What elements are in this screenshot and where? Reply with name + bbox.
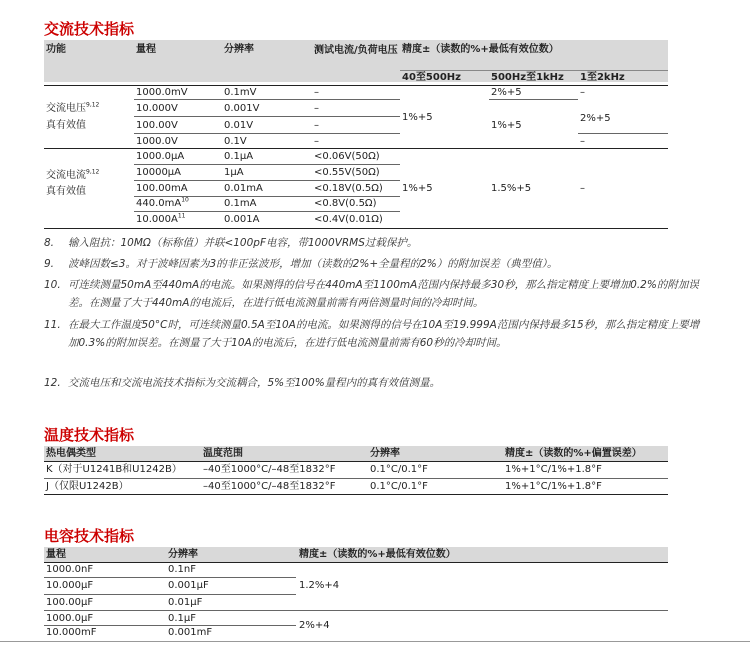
- table-cell-resolution: 0.001V: [224, 103, 260, 114]
- footnote: 8. 输入阻抗：10MΩ（标称值）并联<100pF电容，带1000VRMS过载保护。: [44, 237, 418, 249]
- ac-rule: [44, 148, 668, 149]
- ac-current-label-2: 真有效值: [46, 186, 86, 197]
- footnote: 12. 交流电压和交流电流技术指标为交流耦合，5%至100%量程内的真有效值测量。: [44, 377, 441, 389]
- ac-header-divider: [400, 70, 668, 71]
- ac-table-bottom-rule: [44, 228, 668, 229]
- table-cell-resolution: 0.01μF: [168, 597, 203, 608]
- ac-section-title: 交流技术指标: [44, 20, 135, 38]
- table-cell-test: <0.55V(50Ω): [314, 167, 380, 178]
- table-cell-accuracy: 1%+5: [402, 112, 433, 123]
- table-cell-range: 1000.0mV: [136, 87, 188, 98]
- table-cell-resolution: 0.001mF: [168, 627, 213, 638]
- table-cell-range: –40至1000°C/–48至1832°F: [203, 464, 336, 475]
- col-header-function: 功能: [46, 44, 66, 55]
- temp-table-bottom-rule: [44, 494, 668, 495]
- col-header-freq-3: 1至2kHz: [580, 72, 625, 83]
- ac-voltage-label-2: 真有效值: [46, 120, 86, 131]
- page-bottom-rule: [0, 641, 750, 642]
- table-cell-test: –: [314, 103, 319, 114]
- table-cell-accuracy: 1.2%+4: [299, 580, 340, 591]
- row-divider: [134, 99, 400, 100]
- table-cell-accuracy: 1%+5: [491, 120, 522, 131]
- table-cell-accuracy: 1%+5: [402, 183, 433, 194]
- table-cell-accuracy: –: [580, 87, 585, 98]
- row-divider: [134, 211, 400, 212]
- table-cell-resolution: 0.001μF: [168, 580, 209, 591]
- table-cell-accuracy: 1.5%+5: [491, 183, 532, 194]
- table-cell-resolution: 0.01V: [224, 120, 254, 131]
- row-divider: [44, 625, 296, 626]
- row-divider: [134, 180, 400, 181]
- row-divider: [44, 610, 668, 611]
- footnote: 10. 可连续测量50mA至440mA的电流。如果测得的信号在440mA至1100mA范围内保持最多30秒，那么指定精度上要增加0.2%的附加误差。在测量了大于440mA的电流后，在进行低电流测量前需有两倍测量时间的冷却时间。: [44, 279, 699, 309]
- table-cell-accuracy: 2%+5: [580, 113, 611, 124]
- col-header-range: 量程: [136, 44, 156, 55]
- table-cell-range: 1000.0μF: [46, 613, 94, 624]
- table-cell-range: 10.000μF: [46, 580, 94, 591]
- table-cell-accuracy: 1%+1°C/1%+1.8°F: [505, 481, 602, 492]
- footnote: 9. 波峰因数≤3。对于波峰因素为3的非正弦波形，增加（读数的2%+全量程的2%）的附加误差（典型值）。: [44, 258, 558, 270]
- row-divider: [44, 594, 296, 595]
- col-header-resolution: 分辨率: [224, 44, 254, 55]
- table-cell-accuracy: 1%+1°C/1%+1.8°F: [505, 464, 602, 475]
- row-divider: [134, 164, 400, 165]
- table-cell-resolution: 0.1nF: [168, 564, 196, 575]
- table-cell-range: 1000.0V: [136, 136, 178, 147]
- cap-rule: [44, 562, 668, 563]
- table-cell-test: –: [314, 120, 319, 131]
- col-header-freq-2: 500Hz至1kHz: [491, 72, 564, 83]
- table-cell-resolution: 0.1mV: [224, 87, 257, 98]
- table-cell-test: –: [314, 136, 319, 147]
- row-divider: [44, 577, 296, 578]
- temp-section-title: 温度技术指标: [44, 426, 135, 444]
- table-cell-range: 1000.0μA: [136, 151, 185, 162]
- table-cell-test: <0.18V(0.5Ω): [314, 183, 383, 194]
- table-cell-range: 10000μA: [136, 167, 182, 178]
- col-header-resolution: 分辨率: [168, 549, 198, 560]
- table-cell-range: 100.00V: [136, 120, 178, 131]
- table-cell-resolution: 0.1V: [224, 136, 247, 147]
- col-header-temp-range: 温度范围: [203, 448, 243, 459]
- ac-rule: [44, 85, 668, 86]
- table-cell-test: <0.06V(50Ω): [314, 151, 380, 162]
- table-cell-range: 10.000V: [136, 103, 178, 114]
- row-divider: [134, 133, 400, 134]
- table-cell-range: $440.0mA^{10}$: [136, 196, 189, 209]
- table-cell-range: 1000.0nF: [46, 564, 94, 575]
- row-divider: [134, 116, 400, 117]
- table-cell-test: <0.8V(0.5Ω): [314, 198, 377, 209]
- table-cell-range: 100.00μF: [46, 597, 94, 608]
- table-cell-resolution: 1μA: [224, 167, 244, 178]
- ac-voltage-label: 交流电压$^{9,12}$: [46, 101, 100, 114]
- col-header-accuracy: 精度±（读数的%+最低有效位数）: [402, 44, 559, 55]
- table-cell-resolution: 0.1mA: [224, 198, 257, 209]
- col-header-range: 量程: [46, 549, 66, 560]
- table-cell-resolution: 0.1°C/0.1°F: [370, 481, 428, 492]
- col-header-accuracy: 精度±（读数的%+偏置误差）: [505, 448, 642, 459]
- row-divider: [578, 133, 668, 134]
- col-header-thermocouple: 热电偶类型: [46, 448, 96, 459]
- table-cell-test: <0.4V(0.01Ω): [314, 214, 383, 225]
- temp-rule: [44, 461, 668, 462]
- table-cell-range: $10.000A^{11}$: [136, 212, 186, 225]
- table-cell-type: J（仅限U1242B）: [46, 481, 129, 492]
- row-divider: [44, 478, 668, 479]
- table-cell-resolution: 0.1μF: [168, 613, 197, 624]
- table-cell-range: 10.000mF: [46, 627, 97, 638]
- table-cell-test: –: [314, 87, 319, 98]
- col-header-resolution: 分辨率: [370, 448, 400, 459]
- footnote: 11. 在最大工作温度50°C时，可连续测量0.5A至10A的电流。如果测得的信号在10A至19.999A范围内保持最多15秒，那么指定精度上要增加0.3%的附加误差。在测量了大于10A的电流后，在进行低电流测量前需有60秒的冷却时间。: [44, 319, 700, 349]
- table-cell-range: 100.00mA: [136, 183, 188, 194]
- table-cell-accuracy: 2%+4: [299, 620, 330, 631]
- table-cell-range: –40至1000°C/–48至1832°F: [203, 481, 336, 492]
- table-cell-accuracy: –: [580, 183, 585, 194]
- col-header-freq-1: 40至500Hz: [402, 72, 461, 83]
- table-cell-accuracy: 2%+5: [491, 87, 522, 98]
- table-cell-resolution: 0.1°C/0.1°F: [370, 464, 428, 475]
- col-header-accuracy: 精度±（读数的%+最低有效位数）: [299, 549, 456, 560]
- cap-section-title: 电容技术指标: [44, 527, 135, 545]
- table-cell-resolution: 0.01mA: [224, 183, 263, 194]
- table-cell-resolution: 0.001A: [224, 214, 260, 225]
- table-cell-accuracy: –: [580, 136, 585, 147]
- col-header-test-current: 测试电流/负荷电压: [314, 45, 398, 56]
- row-divider: [489, 99, 578, 100]
- row-divider: [134, 196, 400, 197]
- ac-current-label: 交流电流$^{9,12}$: [46, 168, 100, 181]
- table-cell-resolution: 0.1μA: [224, 151, 254, 162]
- table-cell-type: K（对于U1241B和U1242B）: [46, 464, 182, 475]
